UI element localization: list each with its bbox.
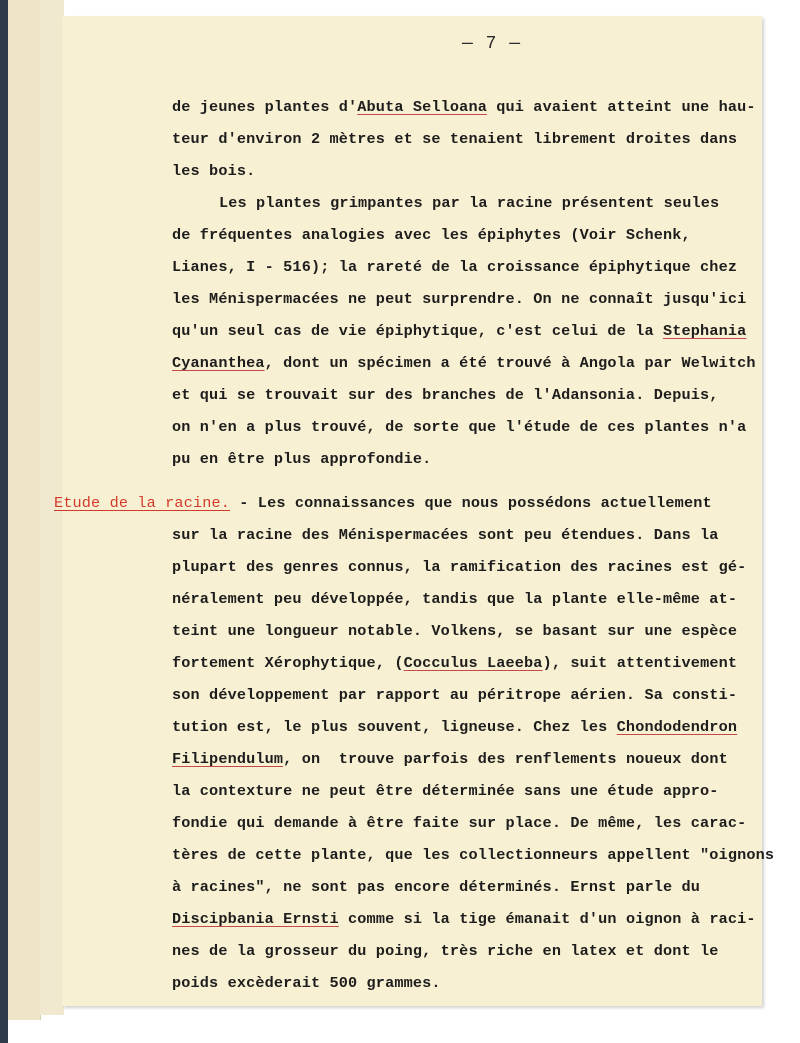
text-segment: tution est, le plus souvent, ligneuse. Chez les — [172, 718, 617, 736]
text-line — [172, 654, 737, 672]
species-name: Abuta Selloana — [357, 98, 487, 116]
text-line: tères de cette plante, que les collectionneurs appellent "oignons — [172, 846, 775, 864]
text-line: fondie qui demande à être faite sur place. De même, les carac- — [172, 814, 747, 832]
text-line: pu en être plus approfondie. — [172, 450, 432, 468]
text-line — [172, 750, 728, 768]
text-line — [172, 354, 756, 372]
species-name: Chondodendron — [616, 718, 738, 736]
text-line: de fréquentes analogies avec les épiphytes (Voir Schenk, — [172, 226, 691, 244]
text-line — [172, 322, 746, 340]
section-heading: Etude de la racine. — [54, 494, 231, 512]
species-name: Discipbania Ernsti — [172, 910, 339, 928]
text-line: poids excèderait 500 grammes. — [172, 974, 441, 992]
text-line: teur d'environ 2 mètres et se tenaient librement droites dans — [172, 130, 738, 148]
binder-margin — [8, 0, 41, 1020]
text-segment: qui avaient atteint une hau- — [486, 98, 756, 116]
text-line: Les plantes grimpantes par la racine présentent seules — [219, 194, 720, 212]
text-line: la contexture ne peut être déterminée sans une étude appro- — [172, 782, 719, 800]
text-line — [172, 718, 737, 736]
species-name: Cocculus Laeeba — [403, 654, 543, 672]
text-segment: - Les connaissances que nous possédons actuellement — [230, 494, 712, 512]
text-segment: qu'un seul cas de vie épiphytique, c'est celui de la — [172, 322, 663, 340]
page-number: — 7 — — [462, 34, 522, 54]
text-segment: fortement Xérophytique, ( — [172, 654, 404, 672]
text-line: à racines", ne sont pas encore déterminés. Ernst parle du — [172, 878, 701, 896]
species-name: Cyananthea — [172, 354, 265, 372]
text-line: néralement peu développée, tandis que la plante elle-même at- — [172, 590, 738, 608]
scanner-edge — [0, 0, 8, 1043]
text-line: nes de la grosseur du poing, très riche en latex et dont le — [172, 942, 719, 960]
species-name: Filipendulum — [172, 750, 284, 768]
document-page — [54, 16, 775, 1006]
text-segment: ), suit attentivement — [542, 654, 738, 672]
species-name: Stephania — [663, 322, 747, 340]
text-line: les bois. — [172, 162, 256, 180]
text-line: son développement par rapport au péritrope aérien. Sa consti- — [172, 686, 738, 704]
text-line: sur la racine des Ménispermacées sont peu étendues. Dans la — [172, 526, 719, 544]
text-segment: , dont un spécimen a été trouvé à Angola par Welwitch — [264, 354, 756, 372]
text-segment: de jeunes plantes d' — [172, 98, 358, 116]
text-segment: comme si la tige émanait d'un oignon à raci- — [338, 910, 756, 928]
text-line: les Ménispermacées ne peut surprendre. On ne connaît jusqu'ici — [172, 290, 747, 308]
text-line: Lianes, I - 516); la rareté de la croissance épiphytique chez — [172, 258, 738, 276]
text-line — [172, 98, 756, 116]
text-line — [54, 494, 712, 512]
text-line — [172, 910, 756, 928]
text-line: et qui se trouvait sur des branches de l'Adansonia. Depuis, — [172, 386, 719, 404]
text-line: on n'en a plus trouvé, de sorte que l'étude de ces plantes n'a — [172, 418, 747, 436]
text-segment: , on trouve parfois des renflements noueux dont — [283, 750, 728, 768]
text-line: teint une longueur notable. Volkens, se basant sur une espèce — [172, 622, 738, 640]
text-line: plupart des genres connus, la ramification des racines est gé- — [172, 558, 747, 576]
